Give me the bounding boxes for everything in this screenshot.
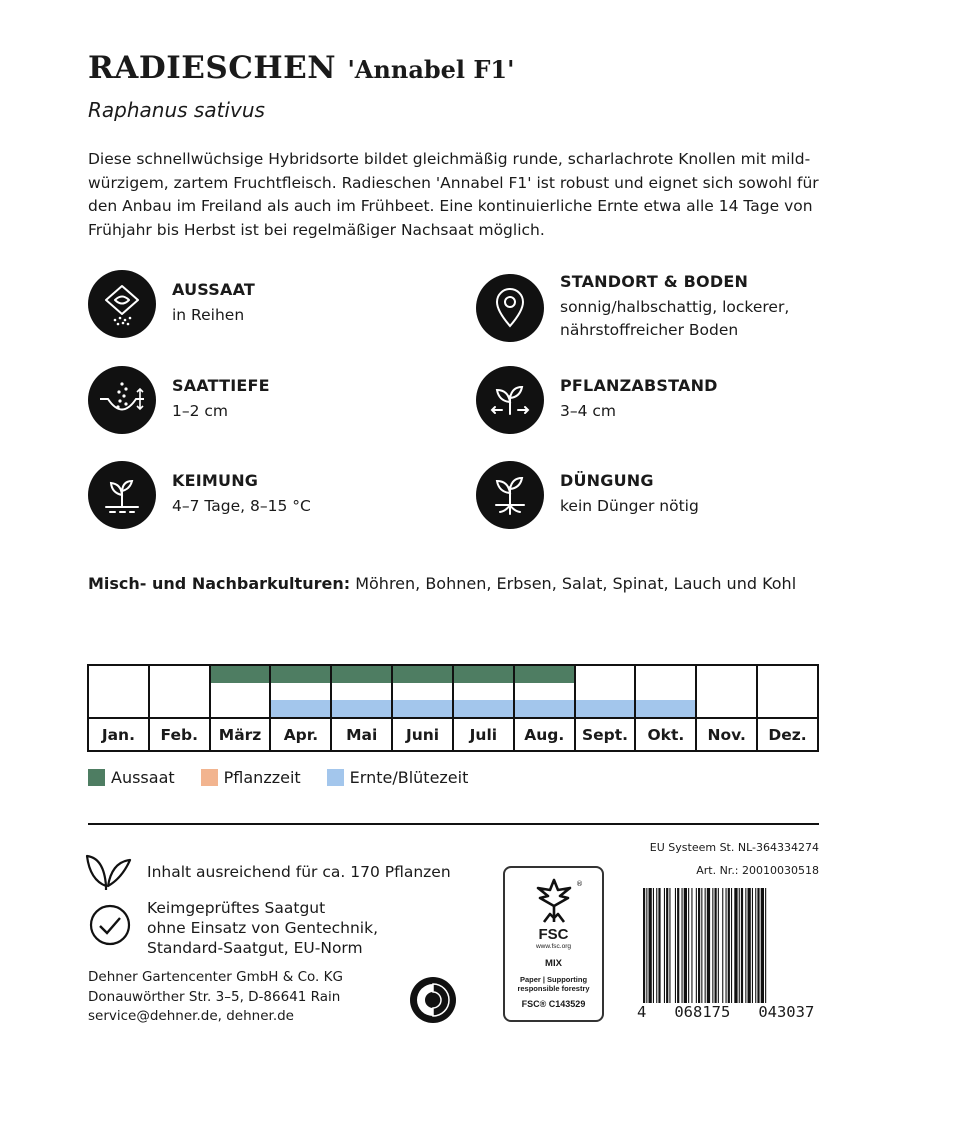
legend-swatch-pflanzzeit: [201, 769, 218, 786]
barcode-bar: [677, 888, 679, 1006]
quality-text: [147, 898, 378, 958]
barcode-bar: [745, 888, 746, 1006]
legend-label: Pflanzzeit: [223, 768, 301, 787]
fsc-code: FSC® C143529: [521, 999, 586, 1009]
info-label: KEIMUNG: [172, 471, 259, 490]
month-label: Okt.: [635, 718, 696, 751]
barcode-bar: [691, 888, 692, 1006]
svg-text:®: ®: [575, 880, 583, 888]
companion-label: Misch- und Nachbarkulturen:: [88, 574, 351, 593]
company-street: Donauwörther Str. 3–5, D-86641 Rain: [88, 988, 341, 1005]
ernte-bar: [636, 700, 695, 717]
barcode-bar: [731, 888, 732, 1006]
article-number: Art. Nr.: 20010030518: [696, 864, 819, 877]
info-value: sonnig/halbschattig, lockerer, nährstoffreicher Boden: [560, 298, 790, 339]
aussaat-bar: [454, 666, 513, 683]
barcode-bar: [698, 888, 700, 1006]
calendar-cell: [514, 665, 575, 718]
sowing-depth-icon: [88, 366, 156, 434]
calendar-cell: [635, 665, 696, 718]
barcode-bar: [765, 888, 766, 1006]
calendar-cell: [453, 665, 514, 718]
calendar-cell: [331, 665, 392, 718]
barcode: [637, 888, 817, 1006]
info-label: DÜNGUNG: [560, 471, 654, 490]
month-label: Feb.: [149, 718, 210, 751]
fsc-text-line: Paper | Supporting: [519, 975, 588, 984]
calendar-cell: [757, 665, 818, 718]
aussaat-bar: [211, 666, 270, 683]
month-label: Juli: [453, 718, 514, 751]
barcode-bar: [712, 888, 713, 1006]
fsc-text-line: responsible forestry: [517, 984, 590, 993]
barcode-bar: [656, 888, 657, 1006]
barcode-bar: [734, 888, 737, 1006]
barcode-bar: [653, 888, 654, 1006]
ernte-bar: [454, 700, 513, 717]
fsc-mix: MIX: [545, 958, 562, 969]
calendar-cell: [210, 665, 271, 718]
month-label: Nov.: [696, 718, 757, 751]
fsc-text: [505, 975, 602, 993]
barcode-bar: [658, 888, 660, 1006]
yield-text: Inhalt ausreichend für ca. 170 Pflanzen: [147, 863, 451, 881]
fsc-tree-icon: [505, 878, 602, 930]
location-pin-icon: [476, 274, 544, 342]
fsc-label: [503, 866, 604, 1022]
quality-line: Standard-Saatgut, EU-Norm: [147, 939, 363, 957]
barcode-bar: [748, 888, 751, 1006]
barcode-bar: [722, 888, 723, 1006]
calendar-cell: [696, 665, 757, 718]
quality-line: ohne Einsatz von Gentechnik,: [147, 919, 379, 937]
legend-swatch-ernte: [327, 769, 344, 786]
info-value: 4–7 Tage, 8–15 °C: [172, 497, 311, 515]
plants-icon: [84, 848, 134, 894]
info-value: in Reihen: [172, 306, 245, 324]
info-duengung: [476, 461, 806, 535]
ernte-bar: [576, 700, 635, 717]
plant-spacing-icon: [476, 366, 544, 434]
info-standort: [476, 274, 806, 348]
barcode-digits: 4 068175 043037: [637, 1003, 819, 1021]
company-contact: service@dehner.de, dehner.de: [88, 1008, 294, 1024]
month-label: Juni: [392, 718, 453, 751]
legend-swatch-aussaat: [88, 769, 105, 786]
info-value: 1–2 cm: [172, 402, 229, 420]
aussaat-bar: [515, 666, 574, 683]
info-label: AUSSAAT: [172, 280, 256, 299]
barcode-bar: [696, 888, 697, 1006]
barcode-bar: [755, 888, 756, 1006]
eu-register: EU Systeem St. NL-364334274: [649, 841, 819, 854]
barcode-bar: [718, 888, 719, 1006]
latin-name: Raphanus sativus: [88, 98, 265, 122]
barcode-bar: [664, 888, 665, 1006]
aussaat-bar: [271, 666, 330, 683]
legend-item-aussaat: [88, 768, 175, 787]
month-label: Apr.: [270, 718, 331, 751]
product-name: RADIESCHEN: [88, 50, 337, 86]
quality-line: Keimgeprüftes Saatgut: [147, 899, 326, 917]
sowing-calendar: [87, 664, 819, 752]
product-variety: 'Annabel F1': [347, 55, 515, 84]
info-label: STANDORT & BODEN: [560, 272, 749, 291]
calendar-cell: [88, 665, 149, 718]
info-value: kein Dünger nötig: [560, 497, 699, 515]
calendar-cell: [149, 665, 210, 718]
info-aussaat: [88, 270, 418, 344]
ernte-bar: [271, 700, 330, 717]
divider: [88, 823, 819, 825]
month-label: Aug.: [514, 718, 575, 751]
barcode-bar: [739, 888, 740, 1006]
barcode-bar: [752, 888, 753, 1006]
checkmark-circle-icon: [88, 903, 132, 951]
ernte-bar: [515, 700, 574, 717]
barcode-bar: [741, 888, 743, 1006]
barcode-bar: [707, 888, 710, 1006]
calendar-cell: [575, 665, 636, 718]
fertilizer-plant-icon: [476, 461, 544, 529]
barcode-bar: [669, 888, 670, 1006]
barcode-bar: [646, 888, 647, 1006]
info-label: SAATTIEFE: [172, 376, 270, 395]
fsc-url: www.fsc.org: [535, 943, 572, 950]
calendar-cell: [392, 665, 453, 718]
barcode-bar: [761, 888, 764, 1006]
month-label: Dez.: [757, 718, 818, 751]
barcode-bar: [684, 888, 687, 1006]
barcode-bar: [728, 888, 730, 1006]
calendar-bars-row: [88, 665, 818, 718]
info-keimung: [88, 461, 418, 535]
barcode-bar: [715, 888, 717, 1006]
legend-item-ernte: [327, 768, 469, 787]
info-label: PFLANZABSTAND: [560, 376, 718, 395]
barcode-bar: [701, 888, 702, 1006]
barcode-bar: [688, 888, 689, 1006]
fsc-name: FSC: [538, 926, 569, 943]
product-description: Diese schnellwüchsige Hybridsorte bildet gleichmäßig runde, scharlachrote Knollen mit mild-würzigem, zartem Fruchtfleisch. Radieschen 'Annabel F1' ist robust und eignet sich sowohl für den Anbau im Freiland als auch im Frühbeet. Eine kontinuierliche Ernte etwa alle 14 Tage von Frühjahr bis Herbst ist bei regelmäßiger Nachsaat möglich.: [88, 150, 819, 239]
barcode-bar: [726, 888, 727, 1006]
barcode-bar: [682, 888, 683, 1006]
barcode-bar: [643, 888, 645, 1006]
legend-item-pflanzzeit: [201, 768, 301, 787]
aussaat-bar: [393, 666, 452, 683]
product-title: [88, 50, 514, 86]
info-value: 3–4 cm: [560, 402, 617, 420]
month-label: Mai: [331, 718, 392, 751]
companion-plants: [88, 574, 796, 593]
barcode-bar: [705, 888, 706, 1006]
barcode-bar: [666, 888, 668, 1006]
calendar-legend: [88, 768, 494, 787]
info-saattiefe: [88, 366, 418, 440]
info-abstand: [476, 366, 806, 440]
ernte-bar: [332, 700, 391, 717]
barcode-bar: [757, 888, 759, 1006]
companion-value: Möhren, Bohnen, Erbsen, Salat, Spinat, Lauch und Kohl: [355, 574, 797, 593]
calendar-cell: [270, 665, 331, 718]
month-label: März: [210, 718, 271, 751]
company-address: [88, 968, 343, 1027]
calendar-months-row: [88, 718, 818, 751]
aussaat-bar: [332, 666, 391, 683]
ernte-bar: [393, 700, 452, 717]
sprout-icon: [88, 461, 156, 529]
green-dot-recycling-icon: [408, 975, 458, 1029]
barcode-bar: [649, 888, 652, 1006]
company-name: Dehner Gartencenter GmbH & Co. KG: [88, 969, 343, 985]
legend-label: Ernte/Blütezeit: [349, 768, 469, 787]
sowing-packet-icon: [88, 270, 156, 338]
month-label: Sept.: [575, 718, 636, 751]
barcode-bar: [675, 888, 676, 1006]
legend-label: Aussaat: [111, 768, 175, 787]
month-label: Jan.: [88, 718, 149, 751]
